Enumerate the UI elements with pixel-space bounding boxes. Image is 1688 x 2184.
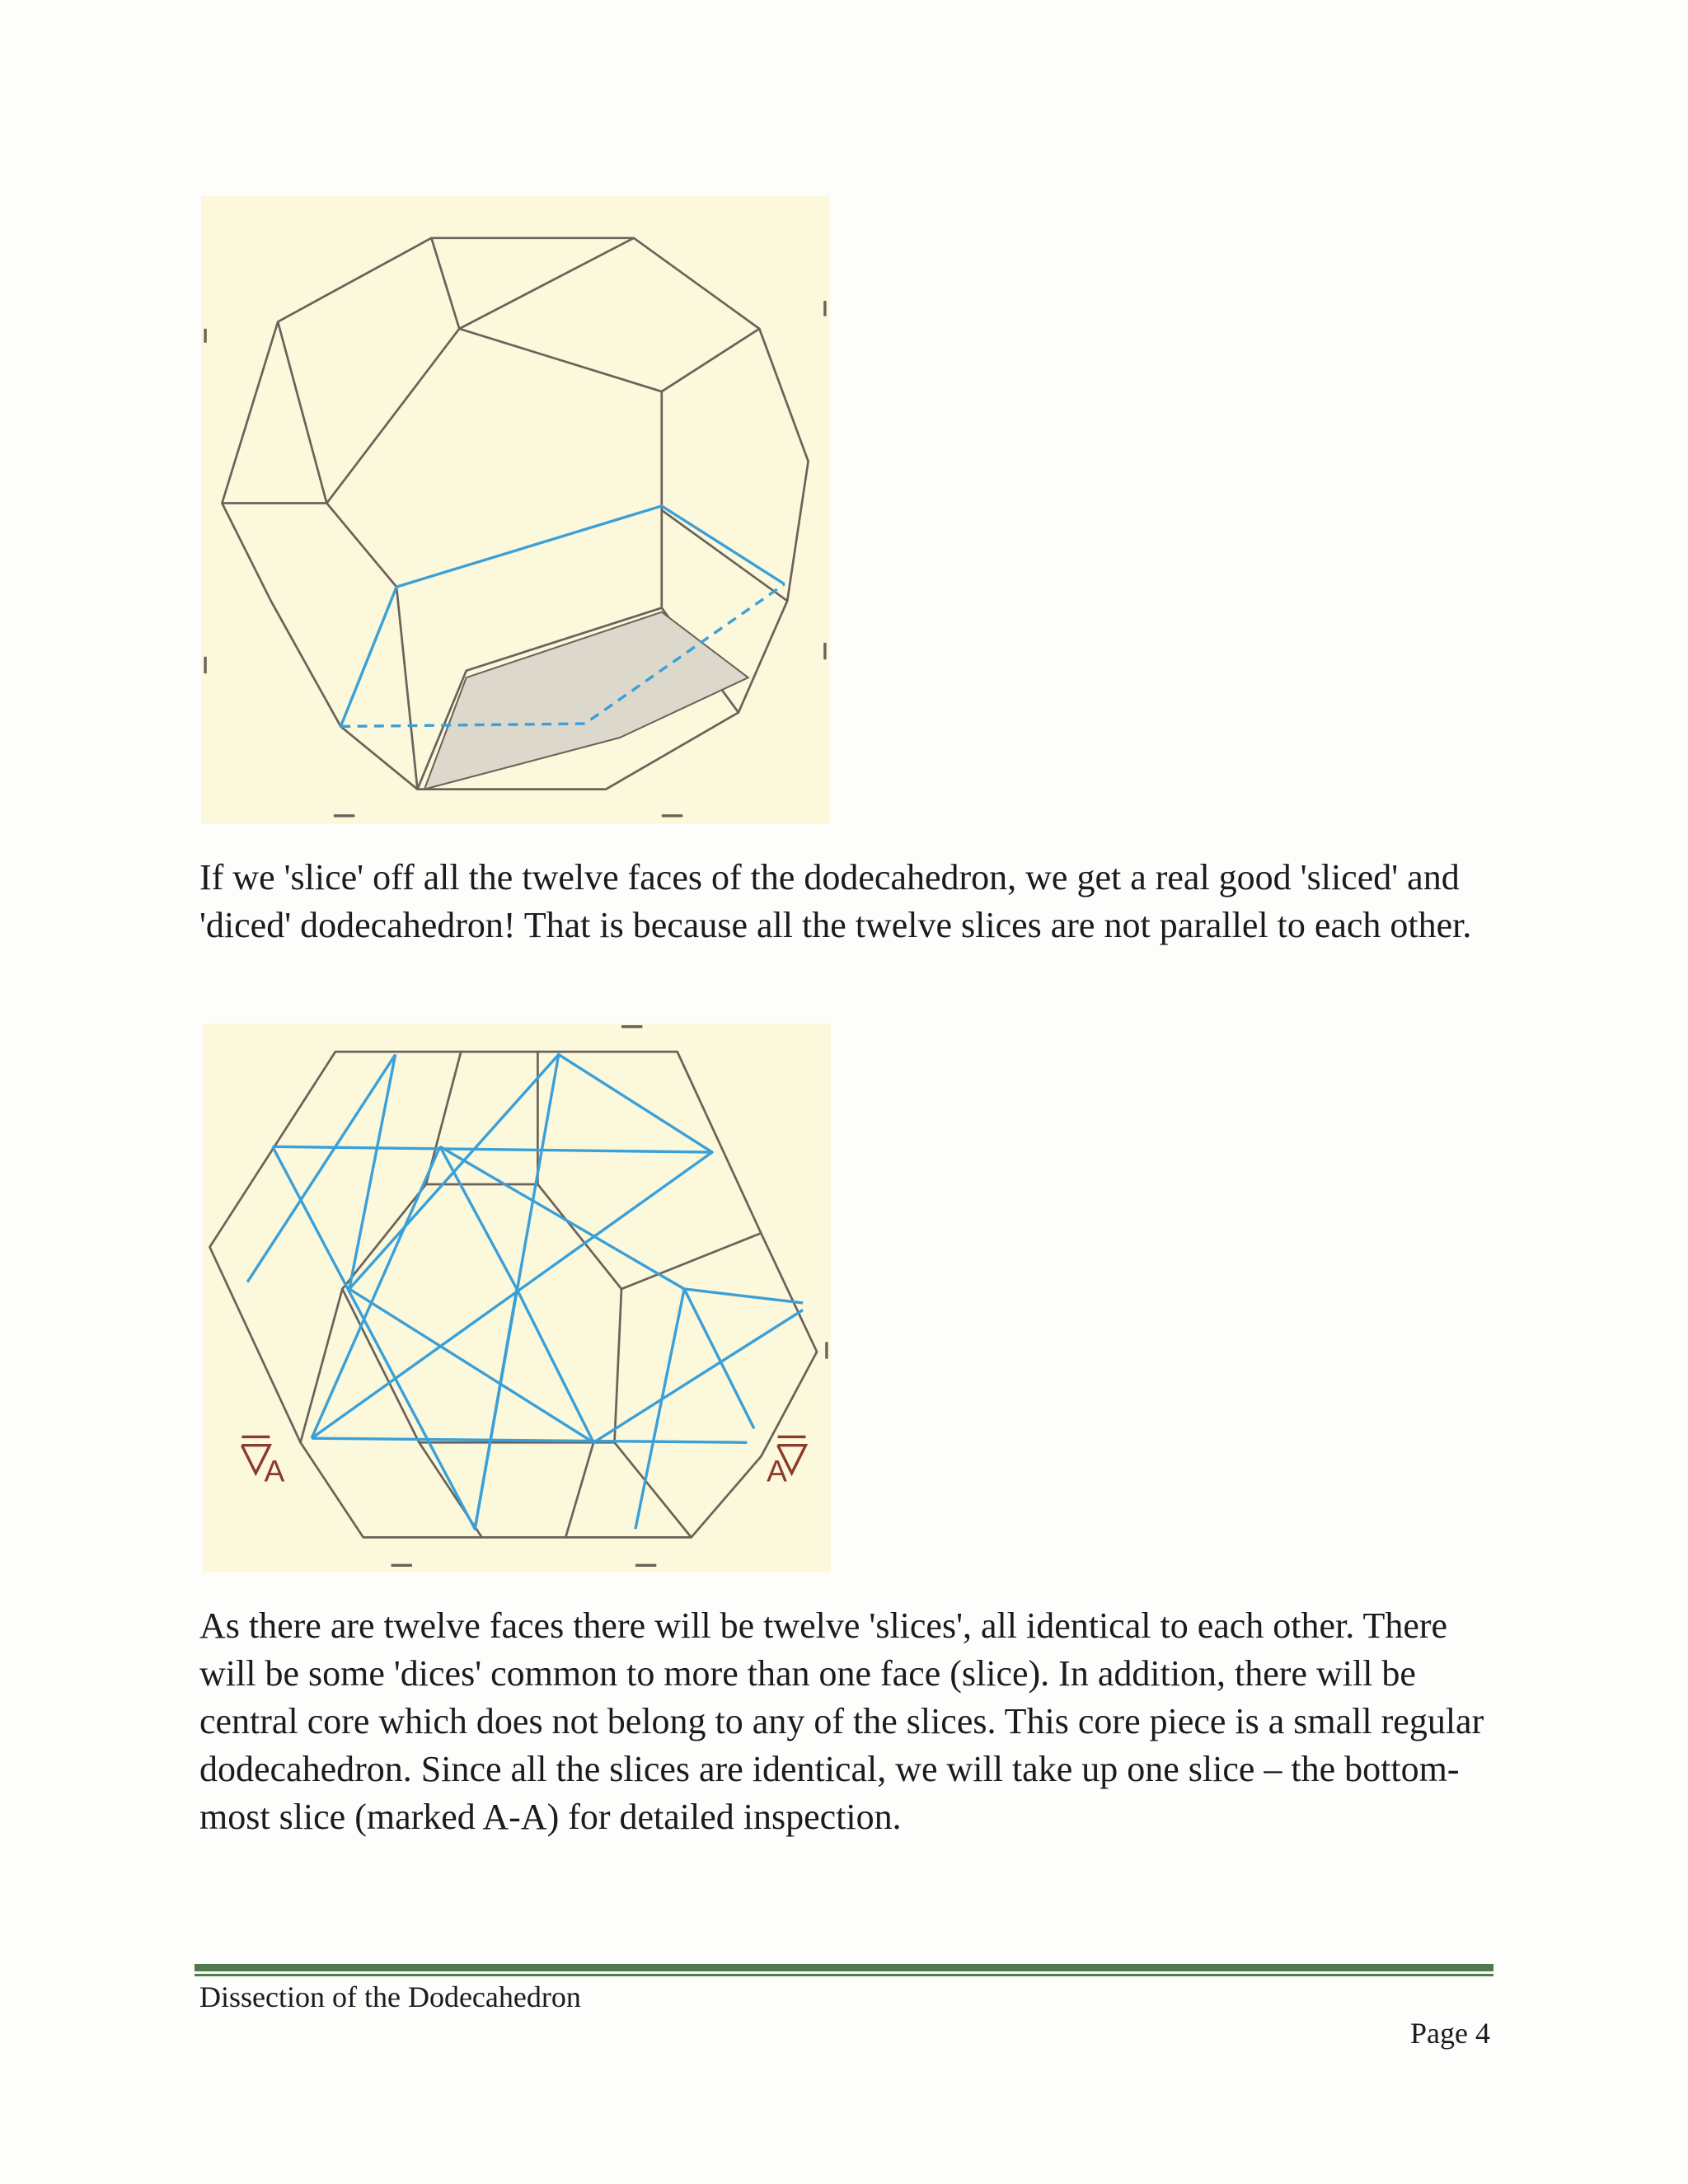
section-label-right: A [767,1453,787,1488]
footer-rule-thin [195,1974,1493,1976]
paragraph-slice-description: As there are twelve faces there will be twelve 'slices', all identical to each other. There will be some 'dices' common to more than one face (slice). In addition, there will be central core which does not belong to any of the slices. This core piece is a small regular dodecahedron. Since all the slices are identical, we will take up one slice – the bottom-most slice (marked A-A) for detailed inspection. [199,1605,1484,1837]
dodecahedron-star-slices-drawing [203,1024,831,1572]
footer-rule [195,1964,1493,1971]
footer-document-title: Dissection of the Dodecahedron [199,1980,581,2013]
paragraph-slicing-intro: If we 'slice' off all the twelve faces of the dodecahedron, we get a real good 'sliced' and 'diced' dodecahedron! That is because all the twelve slices are not parallel to each other. [199,857,1472,945]
section-label-left: A [264,1453,285,1488]
dodecahedron-slice-drawing [201,196,829,824]
page-number: Page 4 [1410,2017,1490,2050]
